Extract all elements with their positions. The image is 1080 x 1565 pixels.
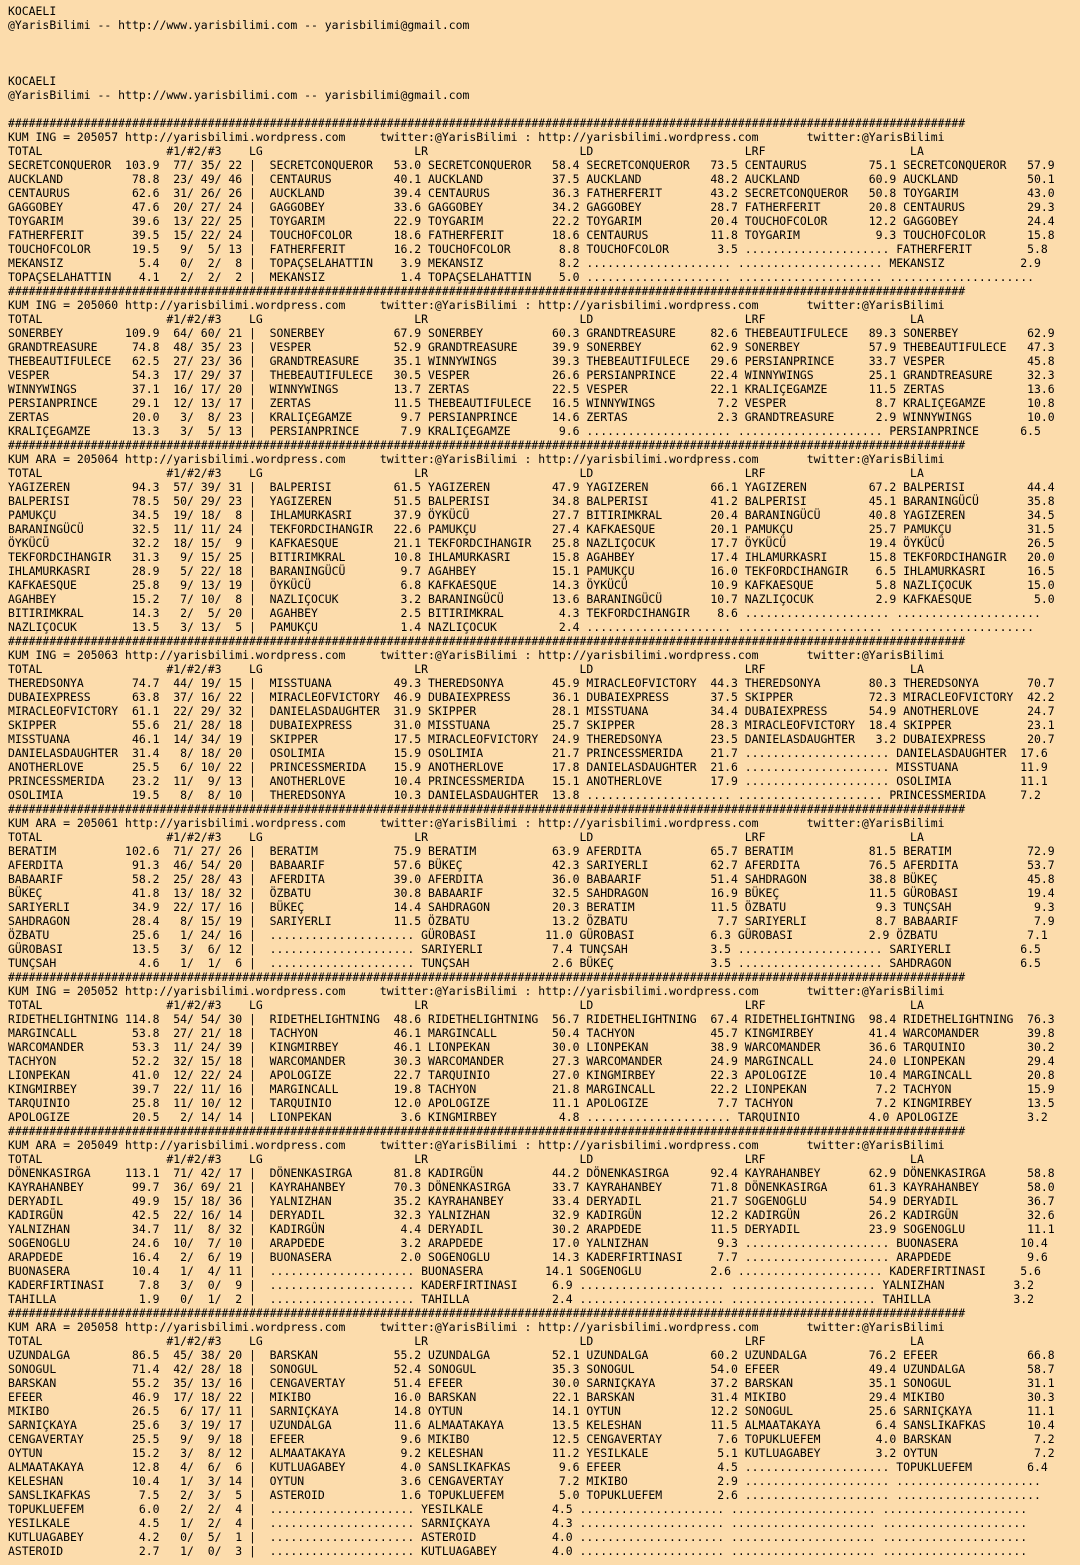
table-row: SECRETCONQUEROR 103.9 77/ 35/ 22 | SECRETCONQUEROR 53.0 SECRETCONQUEROR 58.4 SECRETCONQUEROR 73.5 CENTAURUS 75.1 SECRETCONQUEROR 57.9 (8, 158, 1055, 172)
column-header: TOTAL #1/#2/#3 LG LR LD LRF LA (8, 1152, 924, 1166)
header-line: KOCAELI (8, 74, 57, 88)
table-row: DUBAIEXPRESS 63.8 37/ 16/ 22 | MIRACLEOFVICTORY 46.9 DUBAIEXPRESS 36.1 DUBAIEXPRESS 37.5 SKIPPER 72.3 MIRACLEOFVICTORY 42.2 (8, 690, 1055, 704)
page-header (8, 4, 1080, 116)
table-row: BUONASERA 10.4 1/ 4/ 11 | ..................... BUONASERA 14.1 SOGENOGLU 2.6 ..................... KADERFIRTINASI 5.6 (8, 1264, 1041, 1278)
table-row: SONERBEY 109.9 64/ 60/ 21 | SONERBEY 67.9 SONERBEY 60.3 GRANDTREASURE 82.6 THEBEAUTIFULECE 89.3 SONERBEY 62.9 (8, 326, 1055, 340)
table-row: DÖNENKASIRGA 113.1 71/ 42/ 17 | DÖNENKASIRGA 81.8 KADIRGÜN 44.2 DÖNENKASIRGA 92.4 KAYRAHANBEY 62.9 DÖNENKASIRGA 58.8 (8, 1166, 1055, 1180)
table-row: KAFKAESQUE 25.8 9/ 13/ 19 | ÖYKÜCÜ 6.8 KAFKAESQUE 14.3 ÖYKÜCÜ 10.9 KAFKAESQUE 5.8 NAZLIÇOCUK 15.0 (8, 578, 1055, 592)
table-row: BARSKAN 55.2 35/ 13/ 16 | CENGAVERTAY 51.4 EFEER 30.0 SARNIÇKAYA 37.2 BARSKAN 35.1 SONOGUL 31.1 (8, 1376, 1055, 1390)
race-section (8, 634, 1080, 802)
table-row: NAZLIÇOCUK 13.5 3/ 13/ 5 | PAMUKÇU 1.4 NAZLIÇOCUK 2.4 ..................... ..................... ..................... (8, 620, 1035, 634)
table-row: ASTEROID 2.7 1/ 0/ 3 | ..................... KUTLUAGABEY 4.0 ..................... ..................... ..................... (8, 1544, 1028, 1558)
table-row: KRALIÇEGAMZE 13.3 3/ 5/ 13 | PERSIANPRINCE 7.9 KRALIÇEGAMZE 9.6 ..................... ..................... PERSIANPRINCE 6.5 (8, 424, 1041, 438)
table-row: BABAARIF 58.2 25/ 28/ 43 | AFERDITA 39.0 AFERDITA 36.0 BABAARIF 51.4 SAHDRAGON 38.8 BÜKEÇ 45.8 (8, 872, 1055, 886)
table-row: EFEER 46.9 17/ 18/ 22 | MIKIBO 16.0 BARSKAN 22.1 BARSKAN 31.4 MIKIBO 29.4 MIKIBO 30.3 (8, 1390, 1055, 1404)
table-row: WINNYWINGS 37.1 16/ 17/ 20 | WINNYWINGS 13.7 ZERTAS 22.5 VESPER 22.1 KRALIÇEGAMZE 11.5 ZERTAS 13.6 (8, 382, 1055, 396)
table-row: BERATIM 102.6 71/ 27/ 26 | BERATIM 75.9 BERATIM 63.9 AFERDITA 65.7 BERATIM 81.5 BERATIM 72.9 (8, 844, 1055, 858)
separator-line: ########################################################################################################################################### (8, 1124, 966, 1138)
table-row: SANSLIKAFKAS 7.5 2/ 3/ 5 | ASTEROID 1.6 TOPUKLUEFEM 5.0 TOPUKLUEFEM 2.6 ..................... ..................... (8, 1488, 1041, 1502)
table-row: TOPAÇSELAHATTIN 4.1 2/ 2/ 2 | MEKANSIZ 1.4 TOPAÇSELAHATTIN 5.0 ..................... ..................... ..................... (8, 270, 1035, 284)
table-row: MARGINCALL 53.8 27/ 21/ 18 | TACHYON 46.1 MARGINCALL 50.4 TACHYON 45.7 KINGMIRBEY 41.4 WARCOMANDER 39.8 (8, 1026, 1055, 1040)
race-section (8, 284, 1080, 438)
table-row: YESILKALE 4.5 1/ 2/ 4 | ..................... SARNIÇKAYA 4.3 ..................... ..................... ..................... (8, 1516, 1028, 1530)
separator-line: ########################################################################################################################################### (8, 970, 966, 984)
table-row: TUNÇSAH 4.6 1/ 1/ 6 | ..................... TUNÇSAH 2.6 BÜKEÇ 3.5 ..................... SAHDRAGON 6.5 (8, 956, 1041, 970)
table-row: AUCKLAND 78.8 23/ 49/ 46 | CENTAURUS 40.1 AUCKLAND 37.5 AUCKLAND 48.2 AUCKLAND 60.9 AUCKLAND 50.1 (8, 172, 1055, 186)
table-row: ÖZBATU 25.6 1/ 24/ 16 | ..................... GÜROBASI 11.0 GÜROBASI 6.3 GÜROBASI 2.9 ÖZBATU 7.1 (8, 928, 1048, 942)
header-line (8, 60, 1080, 74)
table-row: BÜKEÇ 41.8 13/ 18/ 32 | ÖZBATU 30.8 BABAARIF 32.5 SAHDRAGON 16.9 BÜKEÇ 11.5 GÜROBASI 19.4 (8, 886, 1055, 900)
table-row: UZUNDALGA 86.5 45/ 38/ 20 | BARSKAN 55.2 UZUNDALGA 52.1 UZUNDALGA 60.2 UZUNDALGA 76.2 EFEER 66.8 (8, 1348, 1055, 1362)
table-row: TARQUINIO 25.8 11/ 10/ 12 | TARQUINIO 12.0 APOLOGIZE 11.1 APOLOGIZE 7.7 TACHYON 7.2 KINGMIRBEY 13.5 (8, 1096, 1055, 1110)
table-row: THEREDSONYA 74.7 44/ 19/ 15 | MISSTUANA 49.3 THEREDSONYA 45.9 MIRACLEOFVICTORY 44.3 THEREDSONYA 80.3 THEREDSONYA 70.7 (8, 676, 1055, 690)
column-header: TOTAL #1/#2/#3 LG LR LD LRF LA (8, 312, 924, 326)
header-line: @YarisBilimi -- http://www.yarisbilimi.com -- yarisbilimi@gmail.com (8, 88, 470, 102)
table-row: YALNIZHAN 34.7 11/ 8/ 32 | KADIRGÜN 4.4 DERYADIL 30.2 ARAPDEDE 11.5 DERYADIL 23.9 SOGENOGLU 11.1 (8, 1222, 1055, 1236)
race-section (8, 1306, 1080, 1558)
column-header: TOTAL #1/#2/#3 LG LR LD LRF LA (8, 1334, 924, 1348)
table-row: OYTUN 15.2 3/ 8/ 12 | ALMAATAKAYA 9.2 KELESHAN 11.2 YESILKALE 5.1 KUTLUAGABEY 3.2 OYTUN 7.2 (8, 1446, 1055, 1460)
table-row: SKIPPER 55.6 21/ 28/ 18 | DUBAIEXPRESS 31.0 MISSTUANA 25.7 SKIPPER 28.3 MIRACLEOFVICTORY 18.4 SKIPPER 23.1 (8, 718, 1055, 732)
race-title: KUM ING = 205052 http://yarisbilimi.wordpress.com twitter:@YarisBilimi : http://yarisbilimi.wordpress.com twitter:@YarisBilimi (8, 984, 945, 998)
table-row: TOYGARIM 39.6 13/ 22/ 25 | TOYGARIM 22.9 TOYGARIM 22.2 TOYGARIM 20.4 TOUCHOFCOLOR 12.2 GAGGOBEY 24.4 (8, 214, 1055, 228)
table-row: SOGENOGLU 24.6 10/ 7/ 10 | ARAPDEDE 3.2 ARAPDEDE 17.0 YALNIZHAN 9.3 ..................... BUONASERA 10.4 (8, 1236, 1048, 1250)
race-title: KUM ING = 205057 http://yarisbilimi.wordpress.com twitter:@YarisBilimi : http://yarisbilimi.wordpress.com twitter:@YarisBilimi (8, 130, 945, 144)
table-row: YAGIZEREN 94.3 57/ 39/ 31 | BALPERISI 61.5 YAGIZEREN 47.9 YAGIZEREN 66.1 YAGIZEREN 67.2 BALPERISI 44.4 (8, 480, 1055, 494)
separator-line: ########################################################################################################################################### (8, 116, 966, 130)
table-row: VESPER 54.3 17/ 29/ 37 | THEBEAUTIFULECE 30.5 VESPER 26.6 PERSIANPRINCE 22.4 WINNYWINGS 25.1 GRANDTREASURE 32.3 (8, 368, 1055, 382)
table-row: IHLAMURKASRI 28.9 5/ 22/ 18 | BARANINGÜCÜ 9.7 AGAHBEY 15.1 PAMUKÇU 16.0 TEKFORDCIHANGIR 6.5 IHLAMURKASRI 16.5 (8, 564, 1055, 578)
separator-line: ########################################################################################################################################### (8, 438, 966, 452)
separator-line: ########################################################################################################################################### (8, 634, 966, 648)
table-row: APOLOGIZE 20.5 2/ 14/ 14 | LIONPEKAN 3.6 KINGMIRBEY 4.8 ..................... TARQUINIO 4.0 APOLOGIZE 3.2 (8, 1110, 1048, 1124)
header-line (8, 46, 1080, 60)
table-row: SARNIÇKAYA 25.6 3/ 19/ 17 | UZUNDALGA 11.6 ALMAATAKAYA 13.5 KELESHAN 11.5 ALMAATAKAYA 6.4 SANSLIKAFKAS 10.4 (8, 1418, 1055, 1432)
table-row: MIRACLEOFVICTORY 61.1 22/ 29/ 32 | DANIELASDAUGHTER 31.9 SKIPPER 28.1 MISSTUANA 34.4 DUBAIEXPRESS 54.9 ANOTHERLOVE 24.7 (8, 704, 1055, 718)
race-section (8, 116, 1080, 284)
race-title: KUM ARA = 205064 http://yarisbilimi.wordpress.com twitter:@YarisBilimi : http://yarisbilimi.wordpress.com twitter:@YarisBilimi (8, 452, 945, 466)
table-row: ARAPDEDE 16.4 2/ 6/ 19 | BUONASERA 2.0 SOGENOGLU 14.3 KADERFIRTINASI 7.7 ..................... ARAPDEDE 9.6 (8, 1250, 1048, 1264)
table-row: OSOLIMIA 19.5 8/ 8/ 10 | THEREDSONYA 10.3 DANIELASDAUGHTER 13.8 ..................... ..................... PRINCESSMERIDA 7.2 (8, 788, 1041, 802)
race-title: KUM ARA = 205049 http://yarisbilimi.wordpress.com twitter:@YarisBilimi : http://yarisbilimi.wordpress.com twitter:@YarisBilimi (8, 1138, 945, 1152)
race-title: KUM ARA = 205061 http://yarisbilimi.wordpress.com twitter:@YarisBilimi : http://yarisbilimi.wordpress.com twitter:@YarisBilimi (8, 816, 945, 830)
table-row: AGAHBEY 15.2 7/ 10/ 8 | NAZLIÇOCUK 3.2 BARANINGÜCÜ 13.6 BARANINGÜCÜ 10.7 NAZLIÇOCUK 2.9 KAFKAESQUE 5.0 (8, 592, 1055, 606)
table-row: WARCOMANDER 53.3 11/ 24/ 39 | KINGMIRBEY 46.1 LIONPEKAN 30.0 LIONPEKAN 38.9 WARCOMANDER 36.6 TARQUINIO 30.2 (8, 1040, 1055, 1054)
table-row: TACHYON 52.2 32/ 15/ 18 | WARCOMANDER 30.3 WARCOMANDER 27.3 WARCOMANDER 24.9 MARGINCALL 24.0 LIONPEKAN 29.4 (8, 1054, 1055, 1068)
table-row: BITIRIMKRAL 14.3 2/ 5/ 20 | AGAHBEY 2.5 BITIRIMKRAL 4.3 TEKFORDCIHANGIR 8.6 ..................... ..................... (8, 606, 1041, 620)
table-row: CENTAURUS 62.6 31/ 26/ 26 | AUCKLAND 39.4 CENTAURUS 36.3 FATHERFERIT 43.2 SECRETCONQUEROR 50.8 TOYGARIM 43.0 (8, 186, 1055, 200)
table-row: PRINCESSMERIDA 23.2 11/ 9/ 13 | ANOTHERLOVE 10.4 PRINCESSMERIDA 15.1 ANOTHERLOVE 17.9 ..................... OSOLIMIA 11.1 (8, 774, 1048, 788)
column-header: TOTAL #1/#2/#3 LG LR LD LRF LA (8, 998, 924, 1012)
column-header: TOTAL #1/#2/#3 LG LR LD LRF LA (8, 466, 924, 480)
table-row: ANOTHERLOVE 25.5 6/ 10/ 22 | PRINCESSMERIDA 15.9 ANOTHERLOVE 17.8 DANIELASDAUGHTER 21.6 ..................... MISSTUANA 11.9 (8, 760, 1048, 774)
race-section (8, 1124, 1080, 1306)
race-section (8, 438, 1080, 634)
separator-line: ########################################################################################################################################### (8, 802, 966, 816)
table-row: TOUCHOFCOLOR 19.5 9/ 5/ 13 | FATHERFERIT 16.2 TOUCHOFCOLOR 8.8 TOUCHOFCOLOR 3.5 ..................... FATHERFERIT 5.8 (8, 242, 1048, 256)
table-row: GAGGOBEY 47.6 20/ 27/ 24 | GAGGOBEY 33.6 GAGGOBEY 34.2 GAGGOBEY 28.7 FATHERFERIT 20.8 CENTAURUS 29.3 (8, 200, 1055, 214)
table-row: TOPUKLUEFEM 6.0 2/ 2/ 4 | ..................... YESILKALE 4.5 ..................... ..................... ..................... (8, 1502, 1028, 1516)
table-row: ZERTAS 20.0 3/ 8/ 23 | KRALIÇEGAMZE 9.7 PERSIANPRINCE 14.6 ZERTAS 2.3 GRANDTREASURE 2.9 WINNYWINGS 10.0 (8, 410, 1055, 424)
separator-line: ########################################################################################################################################### (8, 284, 966, 298)
race-title: KUM ING = 205063 http://yarisbilimi.wordpress.com twitter:@YarisBilimi : http://yarisbilimi.wordpress.com twitter:@YarisBilimi (8, 648, 945, 662)
table-row: MIKIBO 26.5 6/ 17/ 11 | SARNIÇKAYA 14.8 OYTUN 14.1 OYTUN 12.2 SONOGUL 25.6 SARNIÇKAYA 11.1 (8, 1404, 1055, 1418)
table-row: TEKFORDCIHANGIR 31.3 9/ 15/ 25 | BITIRIMKRAL 10.8 IHLAMURKASRI 15.8 AGAHBEY 17.4 IHLAMURKASRI 15.8 TEKFORDCIHANGIR 20.0 (8, 550, 1055, 564)
table-row: KADIRGÜN 42.5 22/ 16/ 14 | DERYADIL 32.3 YALNIZHAN 32.9 KADIRGÜN 12.2 KADIRGÜN 26.2 KADIRGÜN 32.6 (8, 1208, 1055, 1222)
table-row: RIDETHELIGHTNING 114.8 54/ 54/ 30 | RIDETHELIGHTNING 48.6 RIDETHELIGHTNING 56.7 RIDETHELIGHTNING 67.4 RIDETHELIGHTNING 98.4 RIDETHELIGHTNING 76.3 (8, 1012, 1055, 1026)
header-line: @YarisBilimi -- http://www.yarisbilimi.com -- yarisbilimi@gmail.com (8, 18, 470, 32)
race-section (8, 970, 1080, 1124)
table-row: SAHDRAGON 28.4 8/ 15/ 19 | SARIYERLI 11.5 ÖZBATU 13.2 ÖZBATU 7.7 SARIYERLI 8.7 BABAARIF 7.9 (8, 914, 1055, 928)
table-row: SONOGUL 71.4 42/ 28/ 18 | SONOGUL 52.4 SONOGUL 35.3 SONOGUL 54.0 EFEER 49.4 UZUNDALGA 58.7 (8, 1362, 1055, 1376)
column-header: TOTAL #1/#2/#3 LG LR LD LRF LA (8, 830, 924, 844)
table-row: MEKANSIZ 5.4 0/ 2/ 8 | TOPAÇSELAHATTIN 3.9 MEKANSIZ 8.2 ..................... ..................... MEKANSIZ 2.9 (8, 256, 1041, 270)
table-row: ALMAATAKAYA 12.8 4/ 6/ 6 | KUTLUAGABEY 4.0 SANSLIKAFKAS 9.6 EFEER 4.5 ..................... TOPUKLUEFEM 6.4 (8, 1460, 1048, 1474)
table-row: TAHILLA 1.9 0/ 1/ 2 | ..................... TAHILLA 2.4 ..................... ..................... TAHILLA 3.2 (8, 1292, 1035, 1306)
table-row: BARANINGÜCÜ 32.5 11/ 11/ 24 | TEKFORDCIHANGIR 22.6 PAMUKÇU 27.4 KAFKAESQUE 20.1 PAMUKÇU 25.7 PAMUKÇU 31.5 (8, 522, 1055, 536)
table-row: KUTLUAGABEY 4.2 0/ 5/ 1 | ..................... ASTEROID 4.0 ..................... ..................... ..................... (8, 1530, 1028, 1544)
header-line: KOCAELI (8, 4, 57, 18)
table-row: DERYADIL 49.9 15/ 18/ 36 | YALNIZHAN 35.2 KAYRAHANBEY 33.4 DERYADIL 21.7 SOGENOGLU 54.9 DERYADIL 36.7 (8, 1194, 1055, 1208)
table-row: PERSIANPRINCE 29.1 12/ 13/ 17 | ZERTAS 11.5 THEBEAUTIFULECE 16.5 WINNYWINGS 7.2 VESPER 8.7 KRALIÇEGAMZE 10.8 (8, 396, 1055, 410)
table-row: LIONPEKAN 41.0 12/ 22/ 24 | APOLOGIZE 22.7 TARQUINIO 27.0 KINGMIRBEY 22.3 APOLOGIZE 10.4 MARGINCALL 20.8 (8, 1068, 1055, 1082)
table-row: MISSTUANA 46.1 14/ 34/ 19 | SKIPPER 17.5 MIRACLEOFVICTORY 24.9 THEREDSONYA 23.5 DANIELASDAUGHTER 3.2 DUBAIEXPRESS 20.7 (8, 732, 1055, 746)
race-title: KUM ING = 205060 http://yarisbilimi.wordpress.com twitter:@YarisBilimi : http://yarisbilimi.wordpress.com twitter:@YarisBilimi (8, 298, 945, 312)
separator-line: ########################################################################################################################################### (8, 1306, 966, 1320)
table-row: THEBEAUTIFULECE 62.5 27/ 23/ 36 | GRANDTREASURE 35.1 WINNYWINGS 39.3 THEBEAUTIFULECE 29.6 PERSIANPRINCE 33.7 VESPER 45.8 (8, 354, 1055, 368)
table-row: CENGAVERTAY 25.5 9/ 9/ 18 | EFEER 9.6 MIKIBO 12.5 CENGAVERTAY 7.6 TOPUKLUEFEM 4.0 BARSKAN 7.2 (8, 1432, 1055, 1446)
table-row: KELESHAN 10.4 1/ 3/ 14 | OYTUN 3.6 CENGAVERTAY 7.2 MIKIBO 2.9 ..................... ..................... (8, 1474, 1041, 1488)
column-header: TOTAL #1/#2/#3 LG LR LD LRF LA (8, 662, 924, 676)
table-row: GÜROBASI 13.5 3/ 6/ 12 | ..................... SARIYERLI 7.4 TUNÇSAH 3.5 ..................... SARIYERLI 6.5 (8, 942, 1041, 956)
table-row: GRANDTREASURE 74.8 48/ 35/ 23 | VESPER 52.9 GRANDTREASURE 39.9 SONERBEY 62.9 SONERBEY 57.9 THEBEAUTIFULECE 47.3 (8, 340, 1055, 354)
table-row: DANIELASDAUGHTER 31.4 8/ 18/ 20 | OSOLIMIA 15.9 OSOLIMIA 21.7 PRINCESSMERIDA 21.7 ..................... DANIELASDAUGHTER 17.6 (8, 746, 1048, 760)
table-row: AFERDITA 91.3 46/ 54/ 20 | BABAARIF 57.6 BÜKEÇ 42.3 SARIYERLI 62.7 AFERDITA 76.5 AFERDITA 53.7 (8, 858, 1055, 872)
table-row: KINGMIRBEY 39.7 22/ 11/ 16 | MARGINCALL 19.8 TACHYON 21.8 MARGINCALL 22.2 LIONPEKAN 7.2 TACHYON 15.9 (8, 1082, 1055, 1096)
table-row: KAYRAHANBEY 99.7 36/ 69/ 21 | KAYRAHANBEY 70.3 DÖNENKASIRGA 33.7 KAYRAHANBEY 71.8 DÖNENKASIRGA 61.3 KAYRAHANBEY 58.0 (8, 1180, 1055, 1194)
table-row: FATHERFERIT 39.5 15/ 22/ 24 | TOUCHOFCOLOR 18.6 FATHERFERIT 18.6 CENTAURUS 11.8 TOYGARIM 9.3 TOUCHOFCOLOR 15.8 (8, 228, 1055, 242)
table-row: ÖYKÜCÜ 32.2 18/ 15/ 9 | KAFKAESQUE 21.1 TEKFORDCIHANGIR 25.8 NAZLIÇOCUK 17.7 ÖYKÜCÜ 19.4 ÖYKÜCÜ 26.5 (8, 536, 1055, 550)
column-header: TOTAL #1/#2/#3 LG LR LD LRF LA (8, 144, 924, 158)
table-row: PAMUKÇU 34.5 19/ 18/ 8 | IHLAMURKASRI 37.9 ÖYKÜCÜ 27.7 BITIRIMKRAL 20.4 BARANINGÜCÜ 40.8 YAGIZEREN 34.5 (8, 508, 1055, 522)
race-title: KUM ARA = 205058 http://yarisbilimi.wordpress.com twitter:@YarisBilimi : http://yarisbilimi.wordpress.com twitter:@YarisBilimi (8, 1320, 945, 1334)
header-line (8, 102, 1080, 116)
table-row: SARIYERLI 34.9 22/ 17/ 16 | BÜKEÇ 14.4 SAHDRAGON 20.3 BERATIM 11.5 ÖZBATU 9.3 TUNÇSAH 9.3 (8, 900, 1055, 914)
table-row: KADERFIRTINASI 7.8 3/ 0/ 9 | ..................... KADERFIRTINASI 6.9 ..................... ..................... YALNIZHAN 3.2 (8, 1278, 1035, 1292)
table-row: BALPERISI 78.5 50/ 29/ 23 | YAGIZEREN 51.5 BALPERISI 34.8 BALPERISI 41.2 BALPERISI 45.1 BARANINGÜCÜ 35.8 (8, 494, 1055, 508)
race-sections (8, 116, 1080, 1558)
race-section (8, 802, 1080, 970)
header-line (8, 32, 1080, 46)
